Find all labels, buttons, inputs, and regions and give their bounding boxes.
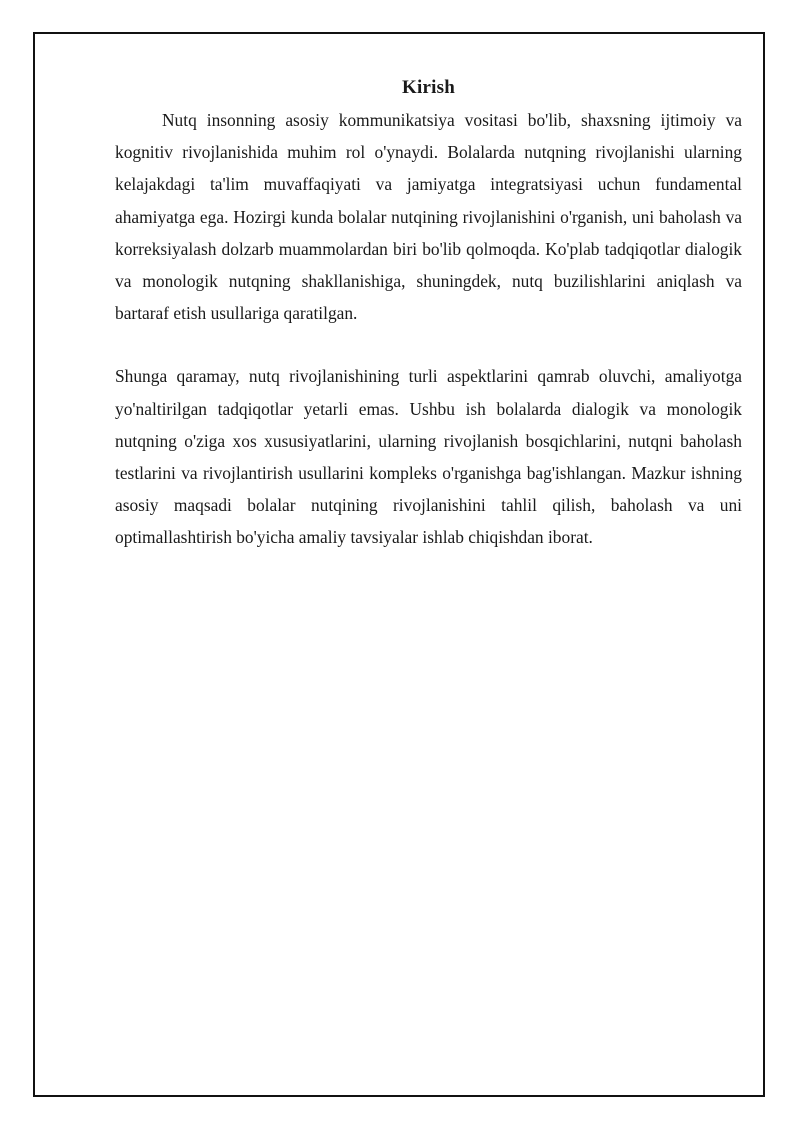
paragraph-aim: Shunga qaramay, nutq rivojlanishining turli aspektlarini qamrab oluvchi, amaliyotga yo'naltirilgan tadqiqotlar yetarli emas. Ushbu ish bolalarda dialogik va monologik nutqning o'ziga xos xususiyatlarini, ularning rivojlanish bosqichlarini, nutqni baholash testlarini va rivojlantirish usullarini kompleks o'rganishga bag'ishlangan. Mazkur ishning asosiy maqsadi bolalar nutqining rivojlanishini tahlil qilish, baholash va uni optimallashtirish bo'yicha amaliy tavsiyalar ishlab chiqishdan iborat.: [115, 366, 742, 548]
document-title: Kirish: [402, 77, 455, 98]
paragraph-spacer: [115, 329, 742, 360]
document-body: [115, 72, 742, 554]
paragraph-intro: Nutq insonning asosiy kommunikatsiya vositasi bo'lib, shaxsning ijtimoiy va kognitiv rivojlanishida muhim rol o'ynaydi. Bolalarda nutqning rivojlanishi ularning kelajakdagi ta'lim muvaffaqiyati va jamiyatga integratsiyasi uchun fundamental ahamiyatga ega. Hozirgi kunda bolalar nutqining rivojlanishini o'rganish, uni baholash va korreksiyalash dolzarb muammolardan biri bo'lib qolmoqda. Ko'plab tadqiqotlar dialogik va monologik nutqning shakllanishiga, shuningdek, nutq buzilishlarini aniqlash va bartaraf etish usullariga qaratilgan.: [115, 110, 742, 324]
